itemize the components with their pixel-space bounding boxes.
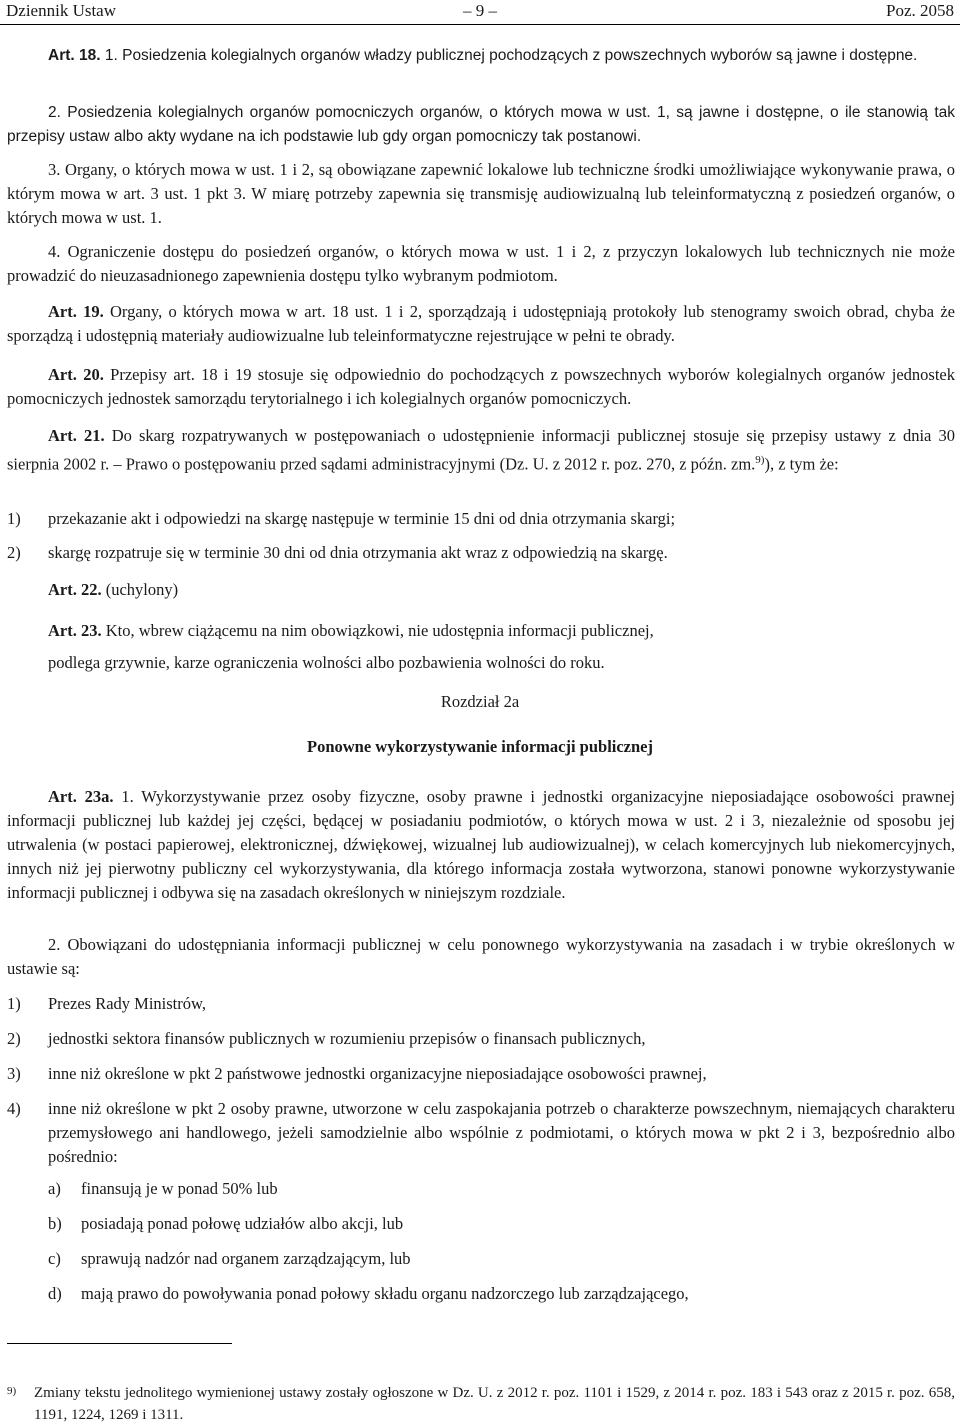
list-text: inne niż określone w pkt 2 państwowe jednostki organizacyjne nieposiadające osobowości prawnej, — [48, 1064, 707, 1083]
art18-paragraph-2: 2. Posiedzenia kolegialnych organów pomocniczych organów, o których mowa w ust. 1, są jawne i dostępne, o ile stanowią tak przepisy ustaw albo akty wydane na ich podstawie lub gdy organ pomocniczy tak postanowi. — [7, 104, 955, 145]
subitem-text: sprawują nadzór nad organem zarządzającym, lub — [81, 1249, 411, 1268]
art23a-p1-text: 1. Wykorzystywanie przez osoby fizyczne, osoby prawne i jednostki organizacyjne nieposiadające osobowości prawnej informacji publicznej lub każdej jej części, będącej w posiadaniu podmiotów, o których mowa w ust. 2 i 3, niezależnie od sposobu jej utrwalenia (w postaci papierowej, elektronicznej, dźwiękowej, wizualnej lub audiowizualnej), w celach komercyjnych lub niekomercyjnych, innych niż jej pierwotny publiczny cel wykorzystywania, dla którego informacja została wytworzona, stanowi ponowne wykorzystywanie informacji publicznej i odbywa się na zasadach określonych w niniejszym rozdziale. — [7, 787, 955, 902]
art19-label: Art. 19. — [48, 302, 104, 321]
art23a-label: Art. 23a. — [48, 787, 114, 806]
art18-paragraph-1 — [7, 44, 955, 68]
subitem-text: mają prawo do powoływania ponad połowy składu organu nadzorczego lub zarządzającego, — [81, 1284, 689, 1303]
art22-label: Art. 22. — [48, 580, 102, 599]
subitem-letter: a) — [48, 1179, 61, 1198]
subitem-letter: b) — [48, 1214, 62, 1233]
list-number: 1) — [7, 994, 21, 1013]
art23a-paragraph-2: 2. Obowiązani do udostępniania informacji publicznej w celu ponownego wykorzystywania na zasadach i w trybie określonych w ustawie są: — [7, 935, 955, 978]
page-number: – 9 – — [463, 1, 497, 20]
art23a-list-item — [7, 992, 955, 1016]
art18-label: Art. 18. — [48, 47, 101, 64]
art18-p1-text: 1. Posiedzenia kolegialnych organów władzy publicznej pochodzących z powszechnych wyborów są jawne i dostępne. — [100, 47, 918, 64]
art20-paragraph — [7, 363, 955, 411]
art18-paragraph-4: 4. Ograniczenie dostępu do posiedzeń organów, o których mowa w ust. 1 i 2, z przyczyn lokalowych lub technicznych nie może prowadzić do nieuzasadnionego zapewnienia dostępu tylko wybranym podmiotom. — [7, 242, 955, 285]
art23-text: Kto, wbrew ciążącemu na nim obowiązkowi, nie udostępnia informacji publicznej, — [101, 621, 654, 640]
art23a-paragraph-1 — [7, 785, 955, 905]
art18-paragraph-3: 3. Organy, o których mowa w ust. 1 i 2, są obowiązane zapewnić lokalowe lub techniczne środki umożliwiające wykonywanie prawa, o którym mowa w art. 3 ust. 1 pkt 3. W miarę potrzeby zapewnia się transmisję audiowizualną lub teleinformatyczną z posiedzeń organów, o których mowa w ust. 1. — [7, 160, 955, 227]
list-text: Prezes Rady Ministrów, — [48, 994, 206, 1013]
art23-paragraph — [7, 619, 955, 643]
art19-text: Organy, o których mowa w art. 18 ust. 1 i 2, sporządzają i udostępniają protokoły lub stenogramy swoich obrad, chyba że sporządzą i udostępnią materiały audiowizualne lub teleinformatyczne rejestrujące w pełni te obrady. — [7, 302, 956, 345]
art21-label: Art. 21. — [48, 426, 105, 445]
subitem-text: posiadają ponad połowę udziałów albo akcji, lub — [81, 1214, 404, 1233]
journal-title: Dziennik Ustaw — [6, 1, 117, 20]
art23-penalty: podlega grzywnie, karze ograniczenia wolności albo pozbawienia wolności do roku. — [48, 653, 605, 672]
art19-paragraph — [7, 300, 955, 348]
list-text: skargę rozpatruje się w terminie 30 dni od dnia otrzymania akt wraz z odpowiedzią na skargę. — [48, 543, 668, 562]
art21-list-item — [7, 507, 955, 531]
chapter-title: Ponowne wykorzystywanie informacji publicznej — [306, 737, 654, 756]
subitem-text: finansują je w ponad 50% lub — [81, 1179, 278, 1198]
art23a-subitem — [48, 1212, 948, 1236]
art23a-subitem — [48, 1247, 948, 1271]
art23a-list-item — [7, 1027, 955, 1051]
art23a-list-item — [7, 1062, 955, 1086]
art20-text: Przepisy art. 18 i 19 stosuje się odpowiednio do pochodzących z powszechnych wyborów kolegialnych organów jednostek pomocniczych jednostek samorządu terytorialnego i ich kolegialnych organów pomocniczych. — [7, 365, 955, 408]
footnote-reference[interactable]: 9) — [755, 454, 765, 466]
art21-text-before: Do skarg rozpatrywanych w postępowaniach o udostępnienie informacji publicznej stosuje się przepisy ustawy z dnia 30 sierpnia 2002 r. – Prawo o postępowaniu przed sądami administracyjnymi (Dz. U. z 2012 r. poz. 270, z późn. zm. — [7, 426, 956, 474]
list-text: inne niż określone w pkt 2 osoby prawne, utworzone w celu zaspokajania potrzeb o charakterze powszechnym, niemających charakteru przemysłowego ani handlowego, jeżeli samodzielnie albo wspólnie z podmiotami, o których mowa w pkt 2 i 3, bezpośrednio albo pośrednio: — [48, 1099, 955, 1166]
subitem-letter: c) — [48, 1249, 61, 1268]
art22-paragraph — [7, 578, 955, 602]
list-text: jednostki sektora finansów publicznych w rozumieniu przepisów o finansach publicznych, — [48, 1029, 646, 1048]
art21-paragraph — [7, 424, 955, 477]
page-header — [0, 0, 960, 25]
subitem-letter: d) — [48, 1284, 62, 1303]
list-number: 1) — [7, 509, 21, 528]
art21-list-item — [7, 541, 955, 565]
art23a-subitem — [48, 1282, 948, 1306]
list-number: 3) — [7, 1064, 21, 1083]
art23-label: Art. 23. — [48, 621, 102, 640]
art23a-subitem — [48, 1177, 948, 1201]
list-text: przekazanie akt i odpowiedzi na skargę następuje w terminie 15 dni od dnia otrzymania skargi; — [48, 509, 676, 528]
list-number: 4) — [7, 1099, 21, 1118]
position-number: Poz. 2058 — [886, 1, 954, 20]
list-number: 2) — [7, 543, 21, 562]
list-number: 2) — [7, 1029, 21, 1048]
art23a-list-item — [7, 1097, 955, 1169]
art22-text: (uchylony) — [101, 580, 179, 599]
chapter-number: Rozdział 2a — [440, 692, 520, 711]
art21-text-after: ), z tym że: — [764, 454, 839, 474]
footnote-mark: 9) — [7, 1385, 17, 1397]
footnote-separator — [7, 1343, 232, 1344]
footnote — [7, 1382, 955, 1426]
art20-label: Art. 20. — [48, 365, 104, 384]
footnote-text: Zmiany tekstu jednolitego wymienionej ustawy zostały ogłoszone w Dz. U. z 2012 r. poz. 1101 i 1529, z 2014 r. poz. 183 i 543 oraz z 2015 r. poz. 658, 1191, 1224, 1269 i 1311. — [34, 1385, 955, 1423]
